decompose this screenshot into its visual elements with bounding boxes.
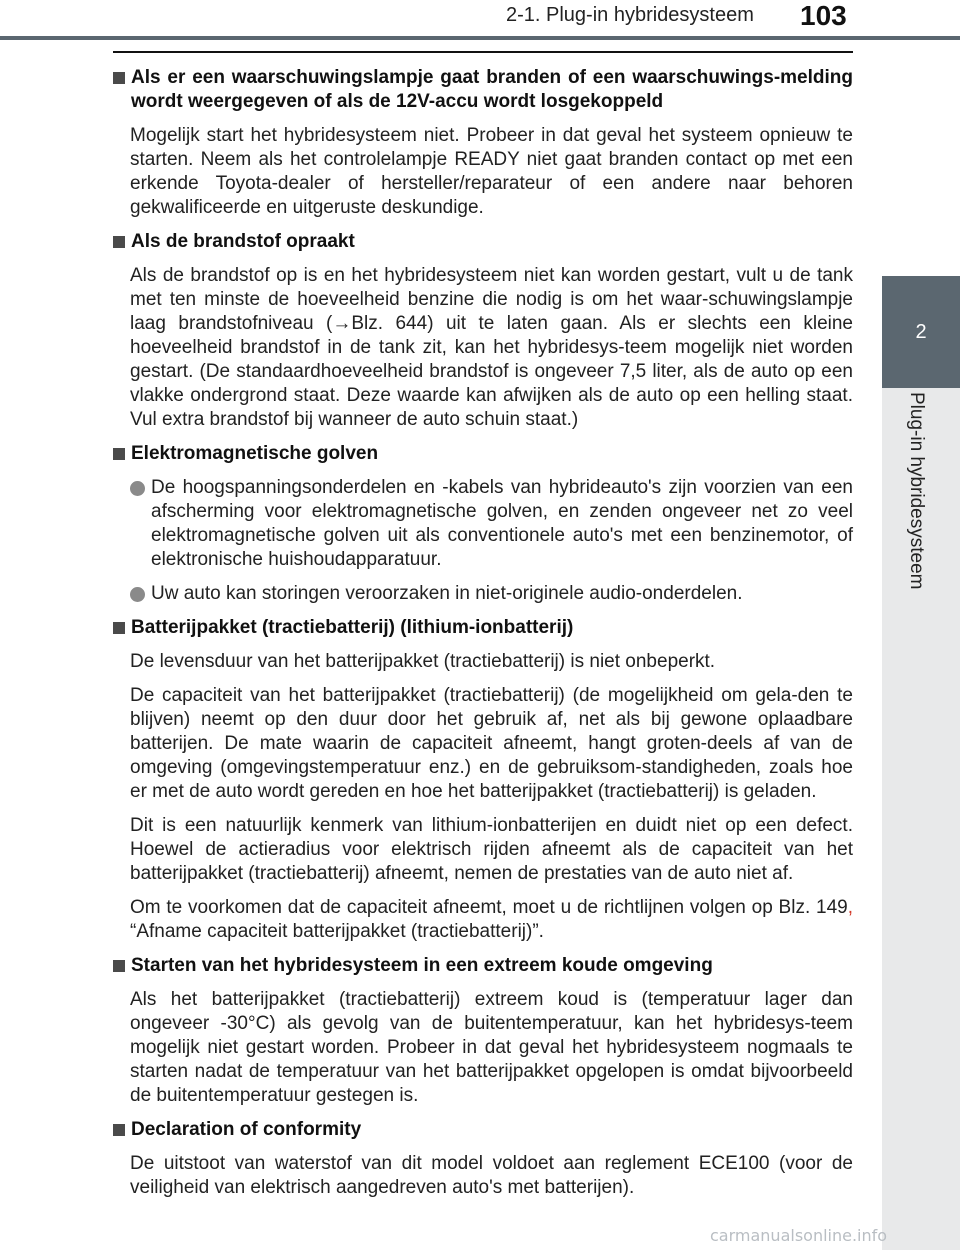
list-item-text: De hoogspanningsonderdelen en -kabels van hybrideauto's zijn voorzien van een afscherming voor elektromagnetische golven, en zenden ongeveer net zo veel elektromagnetische golven uit als conventionele auto's met een benzinemotor, of elektronische huishoudapparatuur.: [151, 477, 853, 570]
paragraph: De capaciteit van het batterijpakket (tractiebatterij) (de mogelijkheid om gela-den te blijven) neemt op den duur door het gebruik af, net als bij gewone oplaadbare batterijen. De mate waarin de capaciteit afneemt, hangt groten-deels af van de omgeving (omgevingstemperatuur enz.) en de gebruiksom-standigheden, zoals hoe er met de auto wordt gereden en hoe het batterijpakket (tractiebatterij) is geladen.: [130, 685, 853, 802]
square-bullet-icon: [113, 236, 125, 248]
paragraph: Als de brandstof op is en het hybridesysteem niet kan worden gestart, vult u de tank met ten minste de hoeveelheid benzine die nodig is om het waar-schuwingslampje laag brandstofniveau (→Blz. 644) uit te laten gaan. Als er slechts een kleine hoeveelheid brandstof in de tank zit, kan het hybridesys-teem mogelijk niet worden gestart. (De standaardhoeveelheid brandstof is ongeveer 7,5 liter, als de auto op een vlakke ondergrond staat. Deze waarde kan afwijken als de auto op een helling staat. Vul extra brandstof bij wanneer de auto schuin staat.): [130, 265, 853, 430]
section-cold-start: [113, 954, 853, 1108]
section-warning-lamp: [113, 66, 853, 220]
header-rule: [113, 51, 853, 53]
section-conformity: [113, 1118, 853, 1200]
square-bullet-icon: [113, 622, 125, 634]
section-heading: [113, 230, 853, 254]
heading-text: Elektromagnetische golven: [131, 443, 379, 464]
section-heading: [113, 616, 853, 640]
square-bullet-icon: [113, 1124, 125, 1136]
section-em-waves: [113, 442, 853, 606]
section-heading: [113, 442, 853, 466]
paragraph: Als het batterijpakket (tractiebatterij) extreem koud is (temperatuur lager dan ongeveer -30°C) als gevolg van de buitentemperatuur, kan het hybridesys-teem mogelijk niet gestart worden. Probeer in dat geval het hybridesysteem nogmaals te starten nadat de temperatuur van het batterijpakket opgelopen is omdat bijvoorbeeld de buitentemperatuur gestegen is.: [130, 989, 853, 1106]
paragraph: Dit is een natuurlijk kenmerk van lithium-ionbatterijen en duidt niet op een defect. Hoewel de actieradius voor elektrisch rijden afneemt als de capaciteit van het batterijpakket (tractiebatterij) afneemt, nemen de prestaties van de auto niet af.: [130, 815, 853, 884]
heading-text: Als er een waarschuwingslampje gaat branden of een waarschuwings-melding wordt weergegeven of als de 12V-accu wordt losgekoppeld: [131, 67, 853, 112]
list-item-text: Uw auto kan storingen veroorzaken in niet-originele audio-onderdelen.: [151, 583, 743, 604]
section-heading: [113, 66, 853, 114]
square-bullet-icon: [113, 960, 125, 972]
paragraph: De levensduur van het batterijpakket (tractiebatterij) is niet onbeperkt.: [130, 651, 716, 672]
section-title: 2-1. Plug-in hybridesysteem: [506, 4, 754, 26]
square-bullet-icon: [113, 72, 125, 84]
page-reference-separator: ,: [847, 897, 853, 918]
page-content: [113, 66, 853, 1210]
paragraph: Mogelijk start het hybridesysteem niet. Probeer in dat geval het systeem opnieuw te starten. Neem als het controlelampje READY niet gaat branden contact op met een erkende Toyota-dealer of hersteller/reparateur of een andere naar behoren gekwalificeerde en uitgeruste deskundige.: [130, 125, 853, 218]
chapter-title: Plug-in hybridesysteem: [906, 392, 927, 590]
list-item: [130, 582, 853, 606]
section-battery: [113, 616, 853, 944]
round-bullet-icon: [130, 587, 145, 602]
page-number: 103: [800, 0, 847, 31]
round-bullet-icon: [130, 481, 145, 496]
section-fuel: [113, 230, 853, 432]
section-heading: [113, 1118, 853, 1142]
square-bullet-icon: [113, 448, 125, 460]
heading-text: Batterijpakket (tractiebatterij) (lithium-ionbatterij): [131, 617, 574, 638]
heading-text: Als de brandstof opraakt: [131, 231, 355, 252]
chapter-number: 2: [915, 320, 927, 343]
paragraph: [130, 896, 853, 944]
heading-text: Declaration of conformity: [131, 1119, 362, 1140]
paragraph-text: Om te voorkomen dat de capaciteit afneemt, moet u de richtlijnen volgen op Blz. 149: [130, 897, 848, 918]
list-item: [130, 476, 853, 572]
heading-text: Starten van het hybridesysteem in een extreem koude omgeving: [131, 955, 713, 976]
section-heading: [113, 954, 853, 978]
paragraph-text: “Afname capaciteit batterijpakket (tractiebatterij)”.: [130, 921, 544, 942]
chapter-tab[interactable]: [882, 276, 960, 388]
paragraph: De uitstoot van waterstof van dit model voldoet aan reglement ECE100 (voor de veiligheid van elektrisch aangedreven auto's met batterijen).: [130, 1153, 853, 1198]
watermark: carmanualsonline.info: [710, 1226, 888, 1245]
header-band: [0, 36, 960, 40]
